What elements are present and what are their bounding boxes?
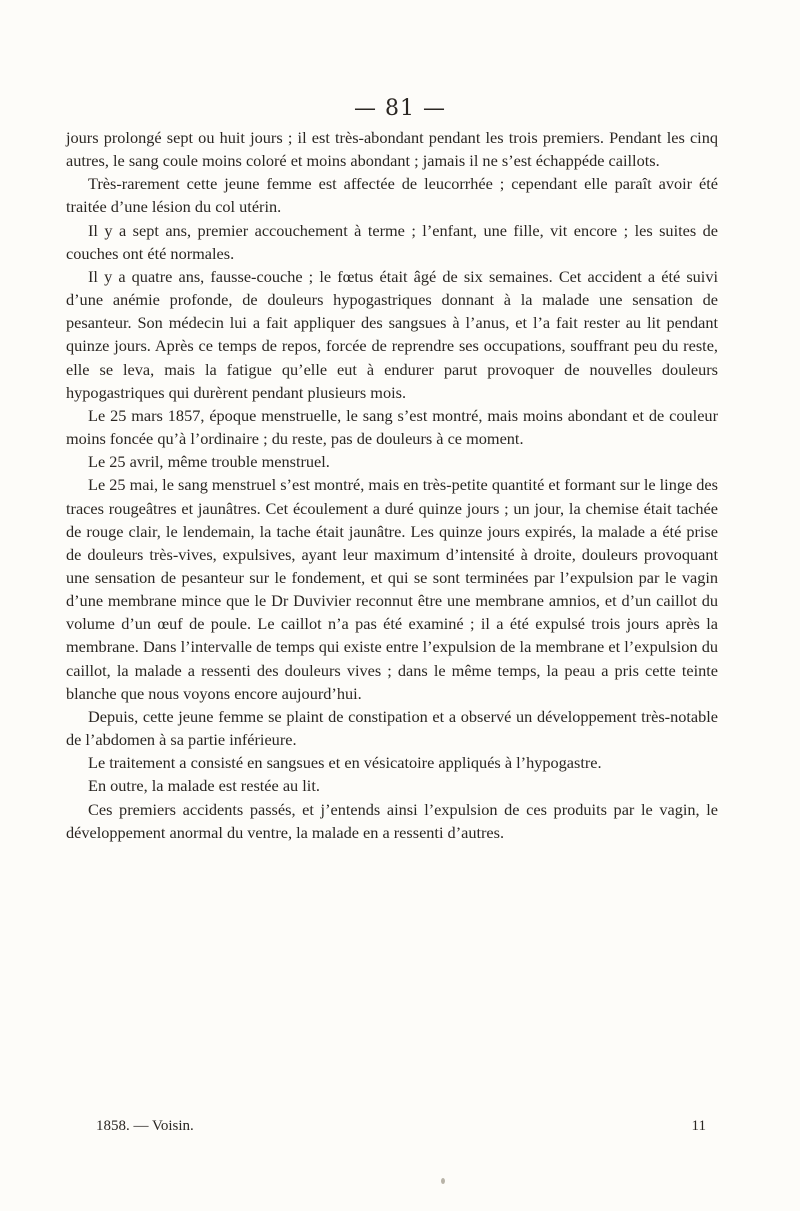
paragraph: jours prolongé sept ou huit jours ; il est très-abondant pendant les trois premiers. Pendant les cinq autres, le sang coule moins coloré et moins abondant ; jamais il ne s’est échappéde caillots. [66,128,718,171]
paragraph: Le traitement a consisté en sangsues et en vésicatoire appliqués à l’hypogastre. [88,753,602,773]
paragraph: Le 25 avril, même trouble menstruel. [88,452,330,472]
page-header: — 81 — [354,96,446,121]
signature-number: 11 [691,1118,706,1134]
paragraph: Très-rarement cette jeune femme est affectée de leucorrhée ; cependant elle paraît avoir été traitée d’une lésion du col utérin. [66,174,718,217]
body-text [66,126,718,844]
paragraph: Le 25 mars 1857, époque menstruelle, le sang s’est montré, mais moins abondant et de couleur moins foncée qu’à l’ordinaire ; du reste, pas de douleurs à ce moment. [66,405,718,449]
paper-speck [441,1178,445,1184]
signature-mark: 1858. — Voisin. [96,1118,194,1134]
page-footer [96,1118,706,1135]
paragraph: Le 25 mai, le sang menstruel s’est montré, mais en très-petite quantité et formant sur le linge des traces rougeâtres et jaunâtres. Cet écoulement a duré quinze jours ; un jour, la chemise était tachée de rouge clair, le lendemain, la tache était jaunâtre. Les quinze jours expirés, la malade a été prise de douleurs très-vives, expulsives, ayant leur maximum d’intensité à droite, douleurs provoquant une sensation de pesanteur sur le fondement, et qui se sont terminées par l’expulsion par le vagin d’une membrane mince que le Dr Duvivier reconnut être une membrane amnios, et d’un caillot du volume d’un œuf de poule. Le caillot n’a pas été examiné ; il a été expulsé trois jours après la membrane. Dans l’intervalle de temps qui existe entre l’expulsion de la membrane et l’expulsion du caillot, la malade a ressenti des douleurs vives ; dans le même temps, la peau a pris cette teinte blanche que nous voyons encore aujourd’hui. [66,475,718,703]
paragraph: Depuis, cette jeune femme se plaint de constipation et a observé un développement très-notable de l’abdomen à sa partie inférieure. [66,706,718,750]
paragraph: Il y a quatre ans, fausse-couche ; le fœtus était âgé de six semaines. Cet accident a été suivi d’une anémie profonde, de douleurs hypogastriques donnant à la malade une sensation de pesanteur. Son médecin lui a fait appliquer des sangsues à l’anus, et l’a fait rester au lit pendant quinze jours. Après ce temps de repos, forcée de reprendre ses occupations, souffrant peu du reste, elle se leva, mais la fatigue qu’elle eut à endurer parut provoquer de nouvelles douleurs hypogastriques qui durèrent pendant plusieurs mois. [66,266,718,402]
paragraph: Ces premiers accidents passés, et j’entends ainsi l’expulsion de ces produits par le vagin, le développement anormal du ventre, la malade en a ressenti d’autres. [66,799,718,842]
paragraph: En outre, la malade est restée au lit. [88,776,320,796]
paragraph: Il y a sept ans, premier accouchement à terme ; l’enfant, une fille, vit encore ; les suites de couches ont été normales. [66,220,718,263]
